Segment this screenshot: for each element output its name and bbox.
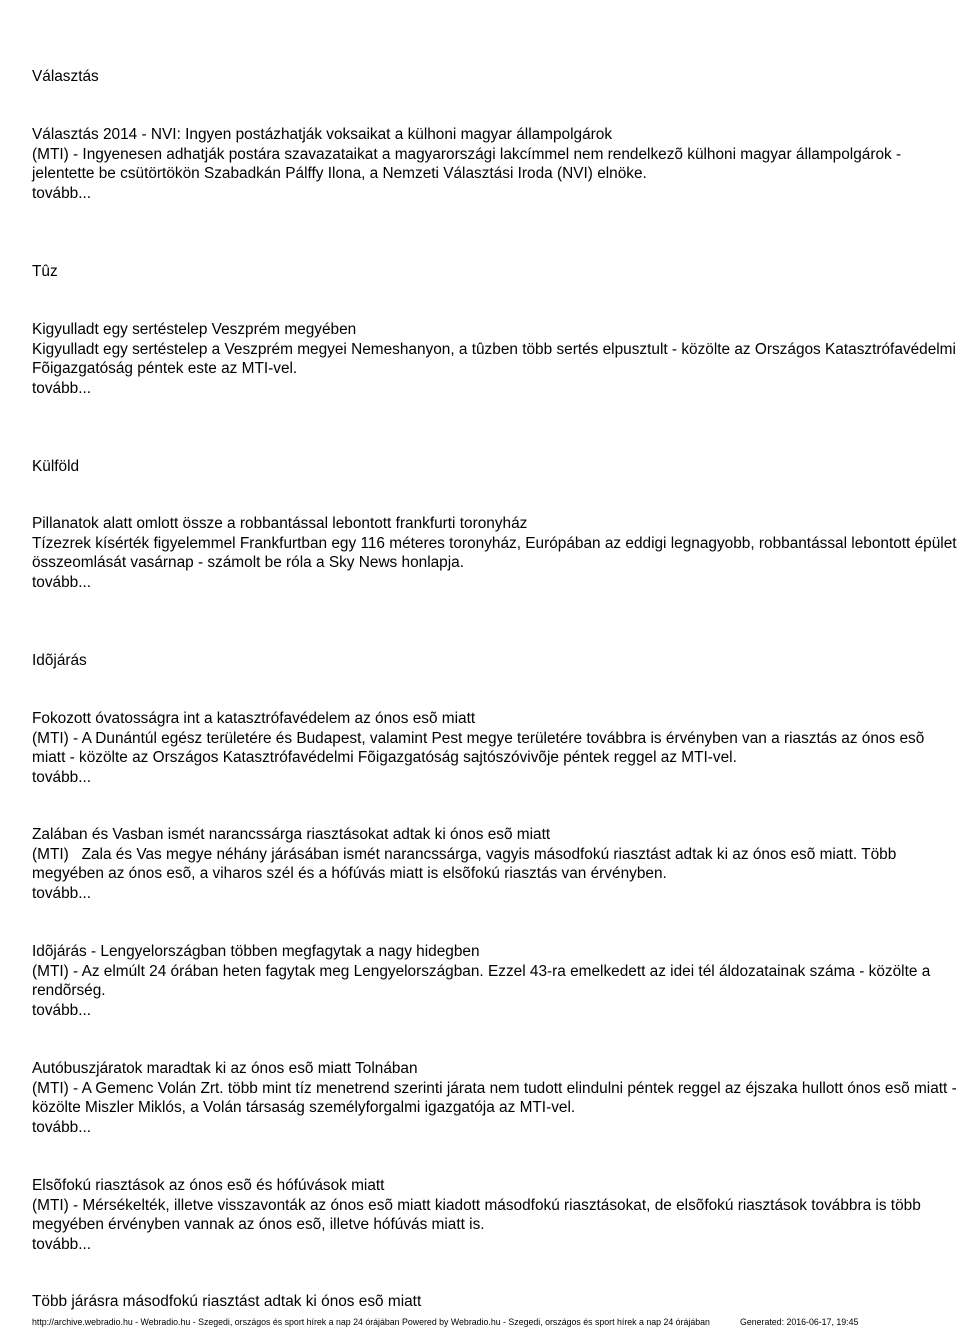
article-body: (MTI) - A Gemenc Volán Zrt. több mint tíz menetrend szerinti járata nem tudott elindulni péntek reggel az éjszaka hullott ónos esõ miatt - közölte Miszler Miklós, a Volán társaság személyforgalmi igazgatója az MTI-vel. — [32, 1079, 957, 1116]
read-more-link[interactable]: tovább... — [32, 1118, 92, 1136]
article-title: Elsõfokú riasztások az ónos esõ és hófúvások miatt — [32, 1177, 385, 1194]
article-body: (MTI) - A Dunántúl egész területére és Budapest, valamint Pest megye területére továbbra is érvényben van a riasztás az ónos esõ miatt - közölte az Országos Katasztrófavédelmi Fõigazgatóság sajtószóvivõje péntek reggel az MTI-vel. — [32, 729, 925, 766]
section-title-valasztas: Választás — [32, 68, 99, 85]
article-item — [32, 1176, 958, 1254]
read-more-link[interactable]: tovább... — [32, 1235, 92, 1253]
article-item — [32, 709, 958, 787]
article-item — [32, 514, 958, 592]
article-item — [32, 1292, 958, 1312]
article-body: (MTI) - Az elmúlt 24 órában heten fagytak meg Lengyelországban. Ezzel 43-ra emelkedett az idei tél áldozatainak száma - közölte a rendõrség. — [32, 962, 931, 999]
article-item — [32, 125, 958, 203]
article-title: Idõjárás - Lengyelországban többen megfagytak a nagy hidegben — [32, 943, 480, 960]
article-body: (MTI) - Mérsékelték, illetve visszavonták az ónos esõ miatt kiadott másodfokú riasztásokat, de elsõfokú riasztások továbbra is több megyében érvényben vannak az ónos esõ, illetve hófúvás miatt is. — [32, 1196, 921, 1233]
article-title: Kigyulladt egy sertéstelep Veszprém megyében — [32, 321, 357, 338]
read-more-link[interactable]: tovább... — [32, 379, 92, 397]
section-title-kulfold: Külföld — [32, 458, 80, 475]
section-title-tuz: Tûz — [32, 263, 58, 280]
page-footer — [32, 1317, 859, 1328]
article-body: (MTI) Zala és Vas megye néhány járásában ismét narancssárga, vagyis másodfokú riasztást adtak ki az ónos esõ miatt. Több megyében az ónos esõ, a viharos szél és a hófúvás miatt is elsõfokú riasztás van érvényben. — [32, 845, 901, 882]
article-body: Tízezrek kísérték figyelemmel Frankfurtban egy 116 méteres toronyház, Európában az eddigi legnagyobb, robbantással lebontott épület összeomlását vasárnap - számolt be róla a Sky News honlapja. — [32, 534, 957, 571]
article-body: (MTI) - Ingyenesen adhatják postára szavazataikat a magyarországi lakcímmel nem rendelkezõ külhoni magyar állampolgárok - jelentette be csütörtökön Szabadkán Pálffy Ilona, a Nemzeti Választási Iroda (NVI) elnöke. — [32, 145, 902, 182]
read-more-link[interactable]: tovább... — [32, 573, 92, 591]
section-title-idojaras: Idõjárás — [32, 652, 87, 669]
read-more-link[interactable]: tovább... — [32, 1001, 92, 1019]
read-more-link[interactable]: tovább... — [32, 884, 92, 902]
article-item — [32, 320, 958, 398]
article-item — [32, 1059, 958, 1137]
article-title: Zalában és Vasban ismét narancssárga riasztásokat adtak ki ónos esõ miatt — [32, 826, 551, 843]
footer-powered-by: Powered by Webradio.hu - Szegedi, országos és sport hírek a nap 24 órájában — [402, 1317, 710, 1327]
read-more-link[interactable]: tovább... — [32, 184, 92, 202]
article-item — [32, 825, 958, 903]
read-more-link[interactable]: tovább... — [32, 768, 92, 786]
article-item — [32, 942, 958, 1020]
article-title: Autóbuszjáratok maradtak ki az ónos esõ miatt Tolnában — [32, 1060, 418, 1077]
article-title: Fokozott óvatosságra int a katasztrófavédelem az ónos esõ miatt — [32, 710, 476, 727]
article-body: Kigyulladt egy sertéstelep a Veszprém megyei Nemeshanyon, a tûzben több sertés elpusztult - közölte az Országos Katasztrófavédelmi Fõigazgatóság péntek este az MTI-vel. — [32, 340, 956, 377]
footer-source-url: http://archive.webradio.hu - Webradio.hu - Szegedi, országos és sport hírek a nap 24 órájában — [32, 1317, 400, 1327]
footer-generated-date: Generated: 2016-06-17, 19:45 — [740, 1317, 859, 1327]
article-title: Pillanatok alatt omlott össze a robbantással lebontott frankfurti toronyház — [32, 515, 528, 532]
article-title: Több járásra másodfokú riasztást adtak ki ónos esõ miatt — [32, 1293, 422, 1310]
article-title: Választás 2014 - NVI: Ingyen postázhatják voksaikat a külhoni magyar állampolgárok — [32, 126, 613, 143]
